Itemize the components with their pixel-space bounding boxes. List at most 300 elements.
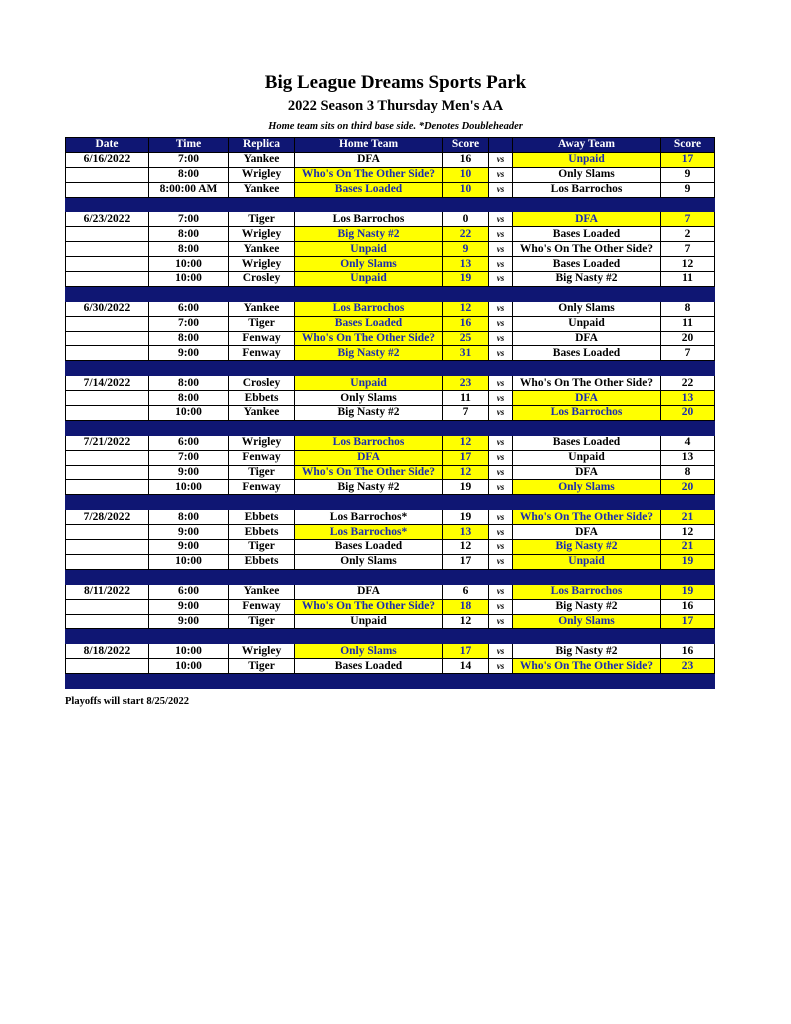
home-team: DFA [295, 450, 443, 465]
separator-cell [229, 629, 295, 644]
vs-label: vs [489, 599, 513, 614]
away-team: Who's On The Other Side? [513, 510, 661, 525]
separator-cell [489, 629, 513, 644]
separator-cell [149, 286, 229, 301]
away-team: Los Barrochos [513, 182, 661, 197]
game-time: 9:00 [149, 614, 229, 629]
game-field: Tiger [229, 316, 295, 331]
game-field: Yankee [229, 152, 295, 167]
game-field: Wrigley [229, 435, 295, 450]
game-time: 10:00 [149, 480, 229, 495]
vs-label: vs [489, 584, 513, 599]
game-row [66, 152, 715, 167]
separator-cell [489, 420, 513, 435]
game-row [66, 510, 715, 525]
separator-cell [229, 569, 295, 584]
game-time: 7:00 [149, 152, 229, 167]
away-score: 8 [661, 301, 715, 316]
vs-label: vs [489, 659, 513, 674]
game-time: 6:00 [149, 584, 229, 599]
game-row [66, 659, 715, 674]
separator-cell [661, 286, 715, 301]
away-team: Only Slams [513, 614, 661, 629]
schedule-note: Home team sits on third base side. *Denotes Doubleheader [268, 121, 523, 132]
game-time: 8:00 [149, 227, 229, 242]
vs-label: vs [489, 272, 513, 287]
game-field: Tiger [229, 614, 295, 629]
col-header-home-score: Score [443, 138, 489, 153]
game-row [66, 614, 715, 629]
home-team: Only Slams [295, 644, 443, 659]
home-score: 17 [443, 450, 489, 465]
away-score: 22 [661, 376, 715, 391]
game-date: 6/30/2022 [66, 301, 149, 316]
away-team: DFA [513, 391, 661, 406]
vs-label: vs [489, 212, 513, 227]
home-team: Los Barrochos [295, 212, 443, 227]
col-header-vs [489, 138, 513, 153]
game-field: Ebbets [229, 391, 295, 406]
separator-cell [443, 495, 489, 510]
game-time: 10:00 [149, 406, 229, 421]
separator-cell [149, 569, 229, 584]
home-team: Bases Loaded [295, 540, 443, 555]
separator-cell [66, 361, 149, 376]
game-field: Fenway [229, 599, 295, 614]
game-row [66, 599, 715, 614]
vs-label: vs [489, 465, 513, 480]
separator-cell [489, 674, 513, 689]
week-separator-row [66, 197, 715, 212]
away-team: DFA [513, 212, 661, 227]
separator-cell [295, 674, 443, 689]
home-team: Big Nasty #2 [295, 480, 443, 495]
separator-cell [66, 197, 149, 212]
week-separator-row [66, 495, 715, 510]
away-score: 7 [661, 242, 715, 257]
separator-cell [443, 420, 489, 435]
home-score: 17 [443, 554, 489, 569]
separator-cell [295, 495, 443, 510]
separator-cell [513, 495, 661, 510]
home-team: Bases Loaded [295, 182, 443, 197]
game-row [66, 391, 715, 406]
home-team: Only Slams [295, 554, 443, 569]
game-date [66, 554, 149, 569]
col-header-away-score: Score [661, 138, 715, 153]
game-time: 8:00 [149, 376, 229, 391]
home-score: 12 [443, 465, 489, 480]
game-field: Crosley [229, 272, 295, 287]
vs-label: vs [489, 391, 513, 406]
separator-cell [295, 197, 443, 212]
game-time: 10:00 [149, 257, 229, 272]
col-header-home-team: Home Team [295, 138, 443, 153]
separator-cell [513, 361, 661, 376]
separator-cell [489, 197, 513, 212]
week-separator-row [66, 361, 715, 376]
game-date [66, 346, 149, 361]
game-field: Wrigley [229, 644, 295, 659]
separator-cell [295, 569, 443, 584]
away-team: Who's On The Other Side? [513, 659, 661, 674]
away-score: 21 [661, 510, 715, 525]
vs-label: vs [489, 346, 513, 361]
game-time: 6:00 [149, 301, 229, 316]
home-score: 12 [443, 614, 489, 629]
game-field: Yankee [229, 242, 295, 257]
away-team: Only Slams [513, 480, 661, 495]
vs-label: vs [489, 182, 513, 197]
game-time: 10:00 [149, 644, 229, 659]
separator-cell [661, 674, 715, 689]
game-field: Fenway [229, 331, 295, 346]
game-row [66, 465, 715, 480]
away-score: 20 [661, 406, 715, 421]
home-score: 13 [443, 257, 489, 272]
separator-cell [295, 361, 443, 376]
away-team: Bases Loaded [513, 257, 661, 272]
separator-cell [66, 629, 149, 644]
vs-label: vs [489, 450, 513, 465]
game-date [66, 391, 149, 406]
separator-cell [295, 629, 443, 644]
vs-label: vs [489, 331, 513, 346]
separator-cell [443, 286, 489, 301]
vs-label: vs [489, 316, 513, 331]
game-time: 9:00 [149, 540, 229, 555]
week-separator-row [66, 420, 715, 435]
home-score: 12 [443, 540, 489, 555]
home-team: Big Nasty #2 [295, 406, 443, 421]
game-field: Fenway [229, 450, 295, 465]
game-row [66, 525, 715, 540]
home-team: Los Barrochos [295, 435, 443, 450]
away-team: Los Barrochos [513, 406, 661, 421]
separator-cell [149, 674, 229, 689]
game-date [66, 316, 149, 331]
home-team: DFA [295, 152, 443, 167]
away-score: 16 [661, 599, 715, 614]
away-score: 12 [661, 257, 715, 272]
game-date [66, 599, 149, 614]
table-header-row [66, 138, 715, 153]
separator-cell [229, 197, 295, 212]
separator-cell [149, 495, 229, 510]
home-score: 19 [443, 480, 489, 495]
home-score: 22 [443, 227, 489, 242]
home-score: 0 [443, 212, 489, 227]
home-team: Unpaid [295, 272, 443, 287]
col-header-date: Date [66, 138, 149, 153]
game-field: Tiger [229, 212, 295, 227]
game-field: Ebbets [229, 510, 295, 525]
game-field: Wrigley [229, 227, 295, 242]
game-date [66, 272, 149, 287]
away-team: Unpaid [513, 152, 661, 167]
vs-label: vs [489, 152, 513, 167]
game-date: 6/16/2022 [66, 152, 149, 167]
separator-cell [513, 420, 661, 435]
vs-label: vs [489, 406, 513, 421]
separator-cell [489, 569, 513, 584]
game-field: Ebbets [229, 554, 295, 569]
away-score: 19 [661, 584, 715, 599]
game-row [66, 212, 715, 227]
home-team: Unpaid [295, 376, 443, 391]
game-row [66, 644, 715, 659]
game-row [66, 301, 715, 316]
game-row [66, 167, 715, 182]
away-score: 7 [661, 346, 715, 361]
vs-label: vs [489, 167, 513, 182]
game-row [66, 540, 715, 555]
game-date [66, 450, 149, 465]
vs-label: vs [489, 554, 513, 569]
vs-label: vs [489, 614, 513, 629]
game-row [66, 450, 715, 465]
game-row [66, 480, 715, 495]
separator-cell [66, 674, 149, 689]
game-date: 6/23/2022 [66, 212, 149, 227]
separator-cell [66, 495, 149, 510]
home-team: Big Nasty #2 [295, 346, 443, 361]
game-date [66, 242, 149, 257]
game-time: 8:00 [149, 167, 229, 182]
separator-cell [229, 361, 295, 376]
separator-cell [66, 286, 149, 301]
home-score: 7 [443, 406, 489, 421]
away-score: 2 [661, 227, 715, 242]
home-team: Los Barrochos* [295, 525, 443, 540]
home-score: 14 [443, 659, 489, 674]
away-team: Unpaid [513, 554, 661, 569]
separator-cell [661, 495, 715, 510]
away-score: 17 [661, 614, 715, 629]
game-date [66, 465, 149, 480]
separator-cell [489, 495, 513, 510]
game-row [66, 242, 715, 257]
week-separator-row [66, 629, 715, 644]
away-score: 19 [661, 554, 715, 569]
away-team: Unpaid [513, 316, 661, 331]
home-score: 12 [443, 435, 489, 450]
game-time: 9:00 [149, 346, 229, 361]
away-score: 17 [661, 152, 715, 167]
game-row [66, 346, 715, 361]
separator-cell [513, 286, 661, 301]
separator-cell [66, 569, 149, 584]
game-date [66, 257, 149, 272]
home-team: Only Slams [295, 257, 443, 272]
separator-cell [513, 197, 661, 212]
home-score: 17 [443, 644, 489, 659]
game-date: 8/11/2022 [66, 584, 149, 599]
away-score: 8 [661, 465, 715, 480]
home-team: Who's On The Other Side? [295, 167, 443, 182]
separator-cell [443, 629, 489, 644]
game-field: Fenway [229, 346, 295, 361]
away-team: Who's On The Other Side? [513, 376, 661, 391]
game-field: Yankee [229, 584, 295, 599]
home-team: Unpaid [295, 614, 443, 629]
home-team: Big Nasty #2 [295, 227, 443, 242]
separator-cell [229, 495, 295, 510]
vs-label: vs [489, 376, 513, 391]
game-date [66, 525, 149, 540]
separator-cell [229, 674, 295, 689]
away-score: 9 [661, 182, 715, 197]
game-time: 7:00 [149, 316, 229, 331]
away-score: 13 [661, 391, 715, 406]
game-time: 9:00 [149, 525, 229, 540]
away-score: 12 [661, 525, 715, 540]
separator-cell [149, 197, 229, 212]
away-team: DFA [513, 331, 661, 346]
home-team: Bases Loaded [295, 316, 443, 331]
away-team: Bases Loaded [513, 227, 661, 242]
home-team: Who's On The Other Side? [295, 465, 443, 480]
season-subtitle: 2022 Season 3 Thursday Men's AA [287, 98, 504, 114]
home-team: Bases Loaded [295, 659, 443, 674]
game-time: 8:00 [149, 331, 229, 346]
away-score: 9 [661, 167, 715, 182]
game-row [66, 376, 715, 391]
separator-cell [661, 197, 715, 212]
home-score: 31 [443, 346, 489, 361]
separator-cell [513, 629, 661, 644]
vs-label: vs [489, 242, 513, 257]
week-separator-row [66, 569, 715, 584]
home-score: 23 [443, 376, 489, 391]
separator-cell [149, 629, 229, 644]
vs-label: vs [489, 525, 513, 540]
game-row [66, 406, 715, 421]
home-score: 12 [443, 301, 489, 316]
separator-cell [661, 629, 715, 644]
game-row [66, 331, 715, 346]
separator-cell [295, 420, 443, 435]
vs-label: vs [489, 435, 513, 450]
separator-cell [661, 361, 715, 376]
game-field: Crosley [229, 376, 295, 391]
separator-cell [489, 361, 513, 376]
game-date [66, 659, 149, 674]
home-score: 6 [443, 584, 489, 599]
game-field: Tiger [229, 659, 295, 674]
game-date [66, 167, 149, 182]
schedule-table [65, 137, 715, 689]
game-field: Wrigley [229, 257, 295, 272]
vs-label: vs [489, 510, 513, 525]
home-team: Los Barrochos [295, 301, 443, 316]
game-row [66, 554, 715, 569]
away-score: 11 [661, 316, 715, 331]
game-row [66, 316, 715, 331]
col-header-replica: Replica [229, 138, 295, 153]
home-team: Los Barrochos* [295, 510, 443, 525]
game-field: Yankee [229, 301, 295, 316]
home-score: 16 [443, 152, 489, 167]
away-team: Only Slams [513, 301, 661, 316]
game-row [66, 227, 715, 242]
vs-label: vs [489, 301, 513, 316]
home-score: 19 [443, 272, 489, 287]
away-team: Big Nasty #2 [513, 272, 661, 287]
away-team: DFA [513, 525, 661, 540]
away-team: Big Nasty #2 [513, 540, 661, 555]
home-team: Who's On The Other Side? [295, 331, 443, 346]
game-row [66, 257, 715, 272]
game-date: 7/21/2022 [66, 435, 149, 450]
home-team: DFA [295, 584, 443, 599]
game-field: Fenway [229, 480, 295, 495]
away-team: Los Barrochos [513, 584, 661, 599]
home-score: 25 [443, 331, 489, 346]
page-title: Big League Dreams Sports Park [264, 72, 527, 93]
game-field: Yankee [229, 406, 295, 421]
home-score: 11 [443, 391, 489, 406]
game-time: 6:00 [149, 435, 229, 450]
game-date [66, 227, 149, 242]
away-score: 13 [661, 450, 715, 465]
separator-cell [661, 569, 715, 584]
separator-cell [661, 420, 715, 435]
away-score: 21 [661, 540, 715, 555]
home-score: 16 [443, 316, 489, 331]
vs-label: vs [489, 227, 513, 242]
away-team: Big Nasty #2 [513, 644, 661, 659]
away-team: Only Slams [513, 167, 661, 182]
separator-cell [149, 361, 229, 376]
away-score: 20 [661, 480, 715, 495]
game-date [66, 614, 149, 629]
away-team: Big Nasty #2 [513, 599, 661, 614]
game-time: 8:00 [149, 391, 229, 406]
game-field: Wrigley [229, 167, 295, 182]
separator-cell [229, 420, 295, 435]
vs-label: vs [489, 480, 513, 495]
game-row [66, 182, 715, 197]
game-date [66, 331, 149, 346]
away-team: Who's On The Other Side? [513, 242, 661, 257]
away-score: 4 [661, 435, 715, 450]
separator-cell [149, 420, 229, 435]
separator-cell [443, 197, 489, 212]
away-team: Bases Loaded [513, 435, 661, 450]
game-time: 8:00:00 AM [149, 182, 229, 197]
game-field: Tiger [229, 540, 295, 555]
separator-cell [489, 286, 513, 301]
away-score: 20 [661, 331, 715, 346]
home-team: Who's On The Other Side? [295, 599, 443, 614]
game-row [66, 272, 715, 287]
vs-label: vs [489, 257, 513, 272]
col-header-away-team: Away Team [513, 138, 661, 153]
game-date [66, 406, 149, 421]
game-time: 8:00 [149, 510, 229, 525]
game-date: 7/28/2022 [66, 510, 149, 525]
separator-cell [295, 286, 443, 301]
game-date [66, 540, 149, 555]
separator-cell [443, 361, 489, 376]
game-row [66, 435, 715, 450]
vs-label: vs [489, 644, 513, 659]
col-header-time: Time [149, 138, 229, 153]
game-time: 9:00 [149, 599, 229, 614]
game-time: 10:00 [149, 554, 229, 569]
separator-cell [229, 286, 295, 301]
